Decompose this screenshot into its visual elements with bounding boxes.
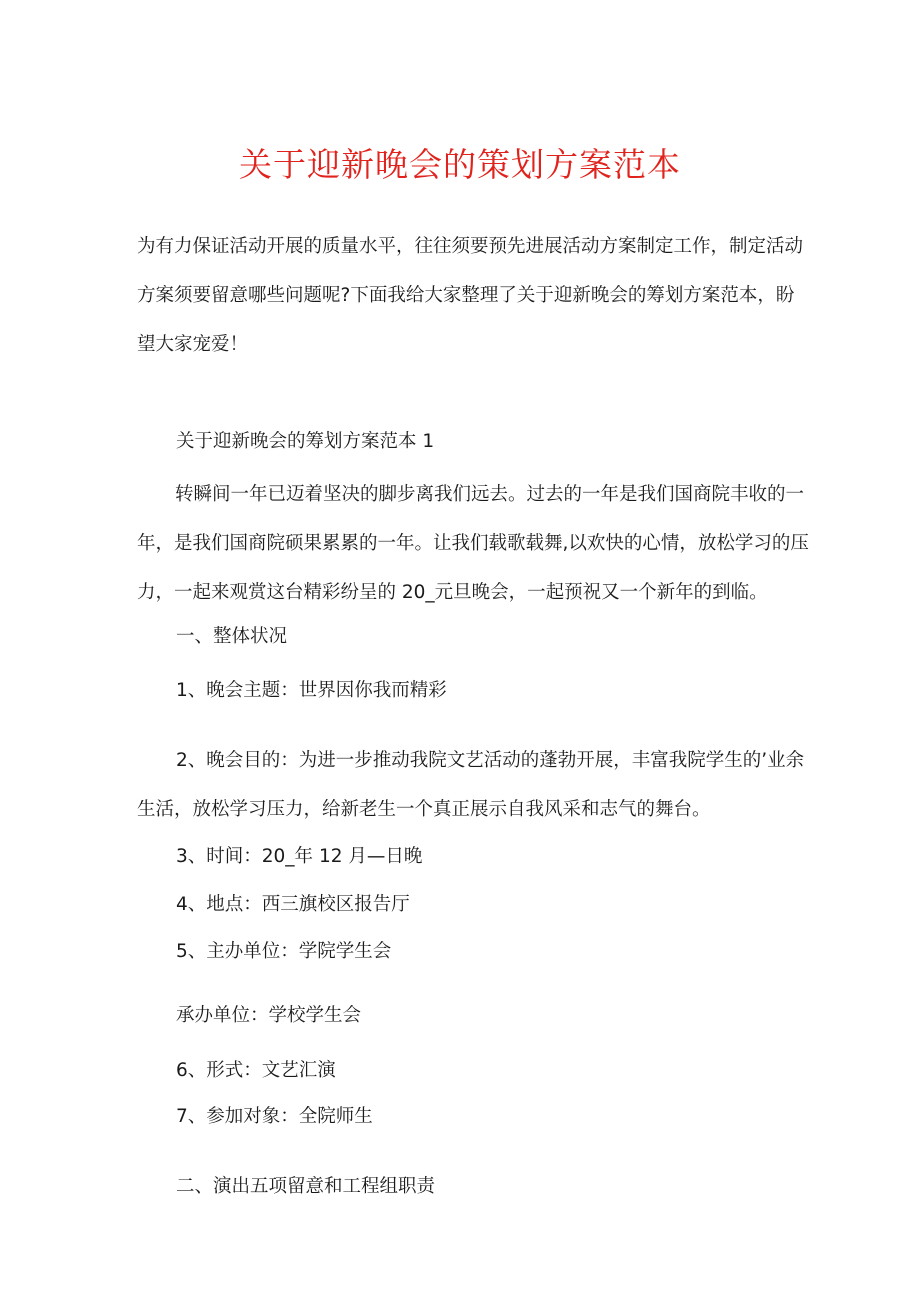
opening-paragraph: 转瞬间一年已迈着坚决的脚步离我们远去。过去的一年是我们国商院丰收的一年，是我们国商院硕果累累的一年。让我们载歌载舞,以欢快的心情，放松学习的压力，一起来观赏这台精彩纷呈的 20_元旦晚会，一起预祝又一个新年的到临。 — [137, 484, 809, 603]
list-item: 6、形式：文艺汇演 — [176, 1060, 336, 1081]
heading-overall: 一、整体状况 — [176, 626, 288, 647]
list-item: 7、参加对象：全院师生 — [176, 1106, 373, 1127]
intro-paragraph: 为有力保证活动开展的质量水平，往往须要预先进展活动方案制定工作，制定活动方案须要留意哪些问题呢?下面我给大家整理了关于迎新晚会的筹划方案范本，盼望大家宠爱！ — [137, 236, 804, 355]
section-title: 关于迎新晚会的筹划方案范本 1 — [176, 431, 435, 452]
list-item: 4、地点：西三旗校区报告厅 — [176, 894, 410, 915]
list-item: 5、主办单位：学院学生会 — [176, 941, 392, 962]
page-title: 关于迎新晚会的策划方案范本 — [239, 145, 681, 184]
list-item: 3、时间：20_年 12 月—日晚 — [176, 846, 423, 867]
list-item: 2、晚会目的：为进一步推动我院文艺活动的蓬勃开展，丰富我院学生的’业余生活，放松学习压力，给新老生一个真正展示自我风采和志气的舞台。 — [137, 750, 805, 820]
list-item: 1、晚会主题：世界因你我而精彩 — [176, 680, 447, 701]
co-organizer-line: 承办单位：学校学生会 — [176, 1005, 362, 1026]
heading-duties: 二、演出五项留意和工程组职责 — [176, 1176, 436, 1197]
